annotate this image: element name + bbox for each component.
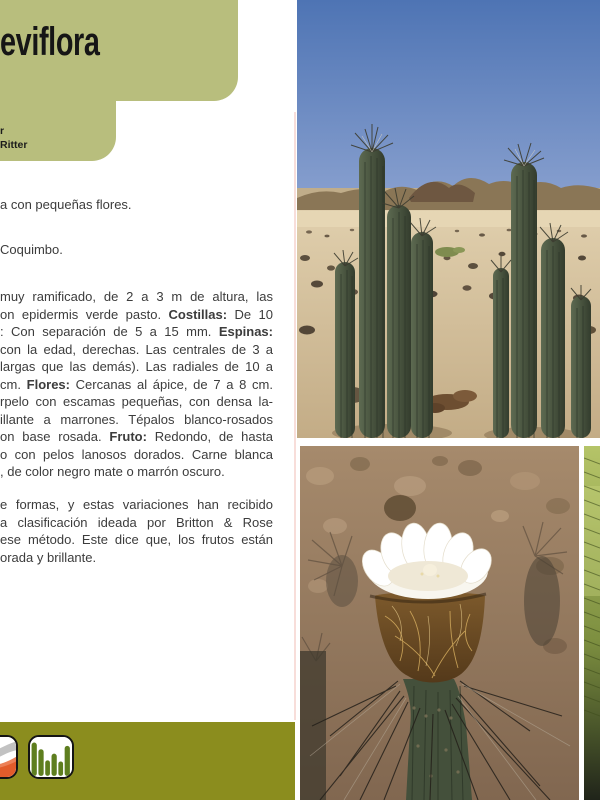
habitat-photo-illustration <box>297 0 600 438</box>
text-line: illante a marrones. Tépalos blanco-rosados <box>0 411 273 427</box>
text-line: e formas, y estas variaciones han recibido <box>0 497 273 512</box>
text-line: , de color negro mate o marrón oscuro. <box>0 464 225 479</box>
title-block-upper <box>0 0 238 101</box>
text-line: a clasificación ideada por Britton & Rose <box>0 514 273 530</box>
scan-artifact-line <box>294 112 296 720</box>
intro-line: a con pequeñas flores. <box>0 197 132 212</box>
text-line: o con pelos lanosos dorados. Carne blanca <box>0 446 273 462</box>
text-line: on base rosada. Fruto: Redondo, de hasta <box>0 429 273 444</box>
elevation-icon-graphic <box>0 737 16 777</box>
text-line: cm. Flores: Cercanas al ápice, de 7 a 8 cm. <box>0 376 273 392</box>
stem-photo-illustration <box>584 446 600 800</box>
species-title: eviflora <box>0 20 100 64</box>
text-line: ese método. Este dice que, los frutos están <box>0 532 273 547</box>
cacti-icon-graphic <box>30 737 72 777</box>
text-line: : Con separación de 5 a 15 mm. Espinas: <box>0 324 273 339</box>
text-line: largas que las demás). Las radiales de 10 a <box>0 359 273 374</box>
text-line: on epidermis verde pasto. Costillas: De 10 <box>0 306 273 322</box>
notes-paragraph <box>0 496 273 566</box>
author-lines <box>0 125 27 152</box>
text-line: orada y brillante. <box>0 549 97 565</box>
flower-photo-illustration <box>300 446 579 800</box>
flower-apex-photo <box>300 446 579 800</box>
columnar-cacti-icon <box>28 735 74 779</box>
author-line: Ritter <box>0 138 28 151</box>
text-line: rpelo con escamas pequeñas, con densa la- <box>0 394 273 409</box>
author-line: r <box>0 125 5 137</box>
text-line: muy ramificado, de 2 a 3 m de altura, las <box>0 289 273 304</box>
habitat-desert-photo <box>297 0 600 438</box>
description-paragraph <box>0 288 273 481</box>
footer-bar <box>0 722 295 800</box>
intro-line: Coquimbo. <box>0 242 63 257</box>
stem-closeup-photo <box>584 446 600 800</box>
text-line: con la edad, derechas. Las centrales de 3 a <box>0 341 273 357</box>
elevation-zone-icon <box>0 735 18 779</box>
